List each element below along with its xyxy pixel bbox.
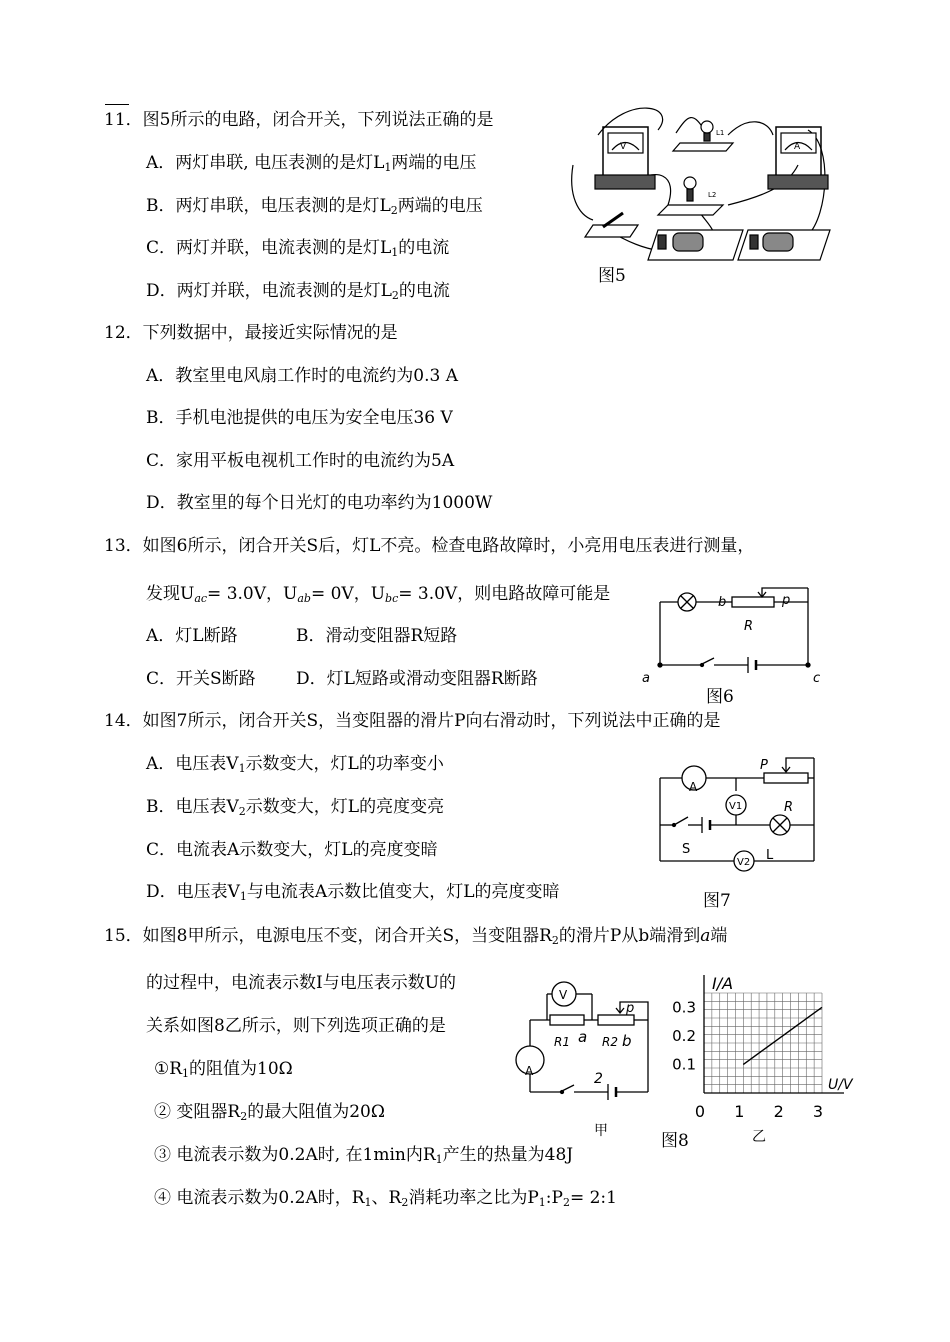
q15-statement-3: ③ 电流表示数为0.2A时, 在1min内$R_1$产生的热量为48J <box>154 1145 574 1166</box>
q13-option-c: C．开关S断路 <box>146 669 256 689</box>
figure-5-label: 图5 <box>598 266 626 286</box>
q15-statement-1: $①R_1$的阻值为10Ω <box>154 1059 293 1080</box>
q14-option-a: A．电压表$V_1$示数变大，灯L的功率变小 <box>146 754 444 775</box>
q15-line3: 关系如图8乙所示，则下列选项正确的是 <box>146 1016 446 1036</box>
figure-5-meter-v: V <box>620 142 627 152</box>
figure-8-label-pb: b <box>622 1032 632 1050</box>
figure-8-label-p: p <box>626 1001 635 1016</box>
figure-8-label-2: 2 <box>594 1071 603 1087</box>
figure-7-label-s: S <box>682 842 691 857</box>
y-tick-label: 0.1 <box>672 1055 696 1074</box>
figure-8-label-r2: R2 <box>602 1035 618 1049</box>
figure-8-chart-label: 乙 <box>752 1129 766 1145</box>
q11-option-a: A．两灯串联, 电压表测的是灯$L_1$两端的电压 <box>146 153 477 174</box>
q12-option-c: C．家用平板电视机工作时的电流约为5A <box>146 451 455 471</box>
q14-option-c: C．电流表A示数变大，灯L的亮度变暗 <box>146 840 438 860</box>
q12-option-a: A．教室里电风扇工作时的电流约为0.3 A <box>146 366 458 386</box>
figure-8-circuit-label: 甲 <box>594 1123 608 1139</box>
figure-7-label-r: R <box>784 800 794 815</box>
q14-option-b: B．电压表$V_2$示数变大，灯L的亮度变亮 <box>146 797 445 818</box>
figure-8-label-r1: R1 <box>554 1035 570 1049</box>
figure-7-label: 图7 <box>703 891 731 911</box>
y-tick-label: 0.2 <box>672 1026 696 1045</box>
figure-6-label-p: p <box>782 593 791 608</box>
figure-6-circuit <box>640 580 840 686</box>
y-axis-label: I/A <box>712 974 734 993</box>
q13-option-d: D．灯L短路或滑动变阻器R断路 <box>296 669 538 689</box>
figure-6-label-c: c <box>813 671 821 686</box>
q11-option-b: B．两灯串联，电压表测的是灯$L_2$两端的电压 <box>146 196 483 217</box>
figure-7-label-a: A <box>689 780 698 794</box>
figure-7-label-l: L <box>766 848 774 863</box>
q12-stem: 12．下列数据中，最接近实际情况的是 <box>104 323 398 343</box>
figure-7-label-p: P <box>760 758 768 773</box>
figure-6-label-r: R <box>744 619 754 634</box>
figure-8-label-pa: a <box>578 1028 588 1046</box>
figure-8-label: 图8 <box>661 1131 689 1151</box>
q13-stem: 13．如图6所示，闭合开关S后，灯L不亮。检查电路故障时，小亮用电压表进行测量， <box>104 536 755 556</box>
x-tick-label: 2 <box>773 1102 784 1121</box>
q15-statement-4: ④ 电流表示数为0.2A时，$R_1$、$R_2$消耗功率之比为$P_1:P_2=$ 2:1 <box>154 1188 617 1209</box>
figure-6-label-a: a <box>642 671 650 686</box>
q13-option-b: B．滑动变阻器R短路 <box>296 626 458 646</box>
figure-6-label-b: b <box>718 595 727 610</box>
q11-option-d: D．两灯并联，电流表测的是灯$L_2$的电流 <box>146 281 450 302</box>
figure-5-circuit <box>568 105 838 265</box>
figure-8-label-a-meter: A <box>525 1064 534 1078</box>
x-axis-label: U/V <box>828 1077 853 1093</box>
q11-option-c: C．两灯并联，电流表测的是灯$L_1$的电流 <box>146 238 450 259</box>
q15-statement-2: ② 变阻器$R_2$的最大阻值为20Ω <box>154 1102 385 1123</box>
figure-6-label: 图6 <box>706 687 734 707</box>
header-rule <box>105 104 129 105</box>
q15-line2: 的过程中，电流表示数I与电压表示数U的 <box>146 973 457 993</box>
figure-7-label-v2: V2 <box>737 857 751 868</box>
q12-option-b: B．手机电池提供的电压为安全电压36 V <box>146 408 453 428</box>
q14-stem: 14．如图7所示，闭合开关S，当变阻器的滑片P向右滑动时，下列说法中正确的是 <box>104 711 721 731</box>
x-tick-label: 1 <box>734 1102 745 1121</box>
q11-stem: 11．图5所示的电路，闭合开关，下列说法正确的是 <box>104 110 494 130</box>
figure-5-lamp-l1: L1 <box>716 129 725 137</box>
q12-option-d: D．教室里的每个日光灯的电功率约为1000W <box>146 493 493 513</box>
q13-option-a: A．灯L断路 <box>146 626 238 646</box>
x-tick-label: 0 <box>694 1102 706 1121</box>
figure-5-meter-a: A <box>794 142 801 152</box>
figure-7-circuit <box>656 753 826 873</box>
figure-7-label-v1: V1 <box>729 801 743 812</box>
figure-8-chart <box>664 975 854 1125</box>
y-tick-label: 0.3 <box>672 998 696 1017</box>
figure-5-lamp-l2: L2 <box>708 191 717 199</box>
figure-8-label-v: V <box>559 988 568 1002</box>
q14-option-d: D．电压表$V_1$与电流表A示数比值变大，灯L的亮度变暗 <box>146 882 560 903</box>
x-tick-label: 3 <box>812 1102 824 1121</box>
figure-8-circuit <box>512 980 662 1110</box>
q15-stem: 15．如图8甲所示，电源电压不变，闭合开关S，当变阻器$R_2$的滑片P从b端滑到a端 <box>104 926 728 947</box>
q13-measurement: 发现$U_{ac}= 3.0V$，$U_{ab}= 0V$，$U_{bc}= 3.0V$，则电路故障可能是 <box>146 584 611 605</box>
